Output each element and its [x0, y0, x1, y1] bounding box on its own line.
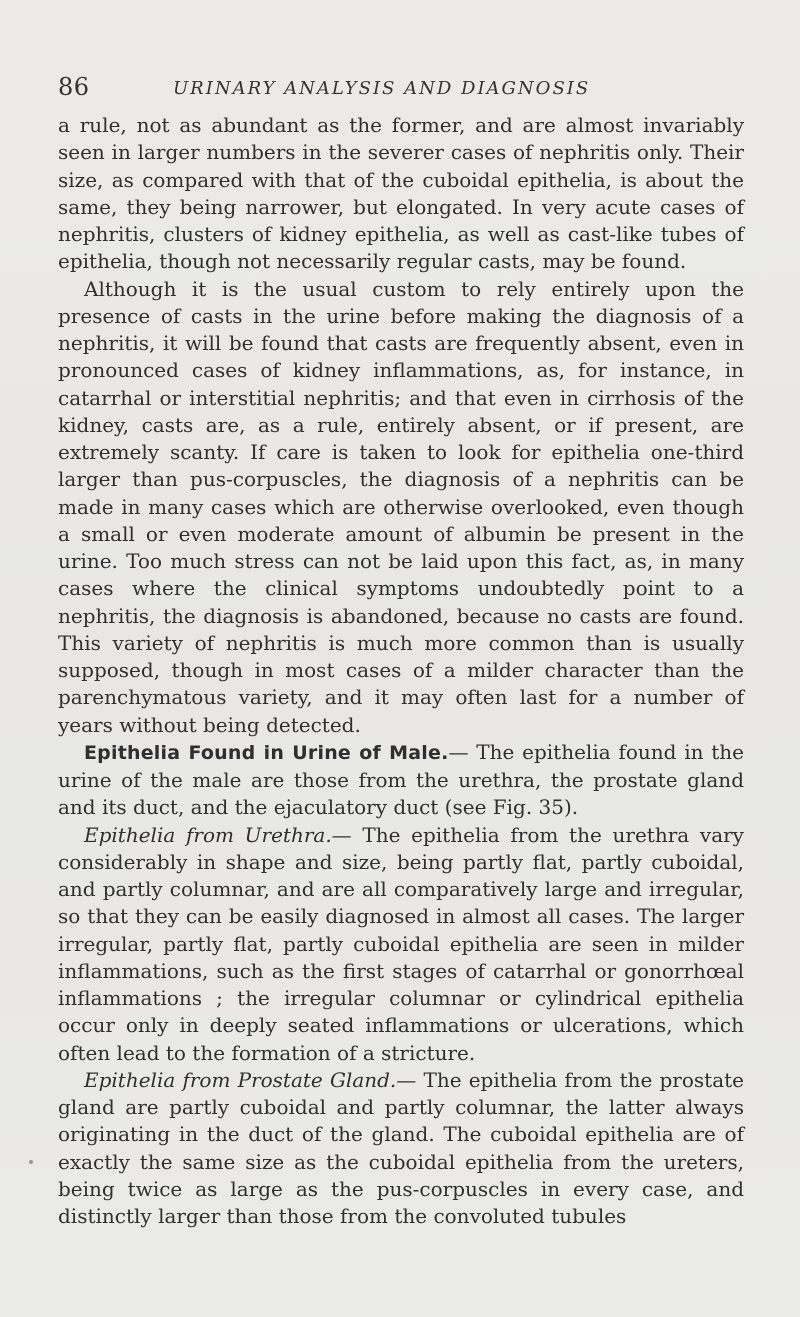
subsection-heading: Epithelia from Prostate Gland.: [84, 1067, 397, 1092]
page-number: 86: [58, 73, 90, 101]
subsection-heading: Epithelia from Urethra.: [84, 822, 332, 847]
paragraph-text: a rule, not as abundant as the former, and are almost invariably seen in larger numbers in the severer cases of nephritis only. Their size, as compared with that of the cuboidal epithelia, is about the same, they being narrower, but elongated. In very acute cases of nephritis, clusters of kidney epithelia, as well as cast-like tubes of epithelia, though not necessarily regular casts, may be found.: [58, 113, 744, 274]
running-title: URINARY ANALYSIS AND DIAGNOSIS: [173, 78, 591, 99]
paragraph-text: — The epithelia from the prostate gland are partly cuboidal and partly columnar, the latter always originating in the duct of the gland. The cuboidal epithelia are of exactly the same size as the cuboidal epithelia from the ureters, being twice as large as the pus-corpuscles in every case, and distinctly larger than those from the convoluted tubules: [58, 1067, 745, 1228]
margin-mark: [29, 1160, 33, 1164]
paragraph-urethra: [58, 822, 744, 1067]
paragraph-casts: [58, 276, 744, 739]
body-text: [58, 112, 744, 1230]
paragraph-text: — The epithelia found in the urine of the male are those from the urethra, the prostate gland and its duct, and the ejaculatory duct (see Fig. 35).: [58, 739, 744, 820]
paragraph-prostate: [58, 1067, 744, 1231]
page-header: [58, 75, 758, 105]
paragraph-male-epithelia: [58, 739, 744, 822]
paragraph-text: Although it is the usual custom to rely entirely upon the presence of casts in the urine before making the diagnosis of a nephritis, it will be found that casts are frequently absent, even in pronounced cases of kidney inflammations, as, for instance, in catarrhal or interstitial nephritis; and that even in cirrhosis of the kidney, casts are, as a rule, entirely absent, or if present, are extremely scanty. If care is taken to look for epithelia one-third larger than pus-corpuscles, the diagnosis of a nephritis can be made in many cases which are otherwise overlooked, even though a small or even moderate amount of albumin be present in the urine. Too much stress can not be laid upon this fact, as, in many cases where the clinical symptoms undoubtedly point to a nephritis, the diagnosis is abandoned, because no casts are found. This variety of nephritis is much more common than is usually supposed, though in most cases of a milder character than the parenchymatous variety, and it may often last for a number of years without being detected.: [58, 276, 744, 737]
paragraph-text: — The epithelia from the urethra vary considerably in shape and size, being partly flat, partly cuboidal, and partly columnar, and are all comparatively large and irregular, so that they can be easily diagnosed in almost all cases. The larger irregular, partly flat, partly cuboidal epithelia are seen in milder inflammations, such as the first stages of catarrhal or gonorrhœal inflammations ; the irregular columnar or cylindrical epithelia occur only in deeply seated inflammations or ulcerations, which often lead to the formation of a stricture.: [58, 822, 744, 1065]
section-heading: Epithelia Found in Urine of Male.: [84, 741, 449, 764]
paragraph-continuation: [58, 112, 744, 276]
